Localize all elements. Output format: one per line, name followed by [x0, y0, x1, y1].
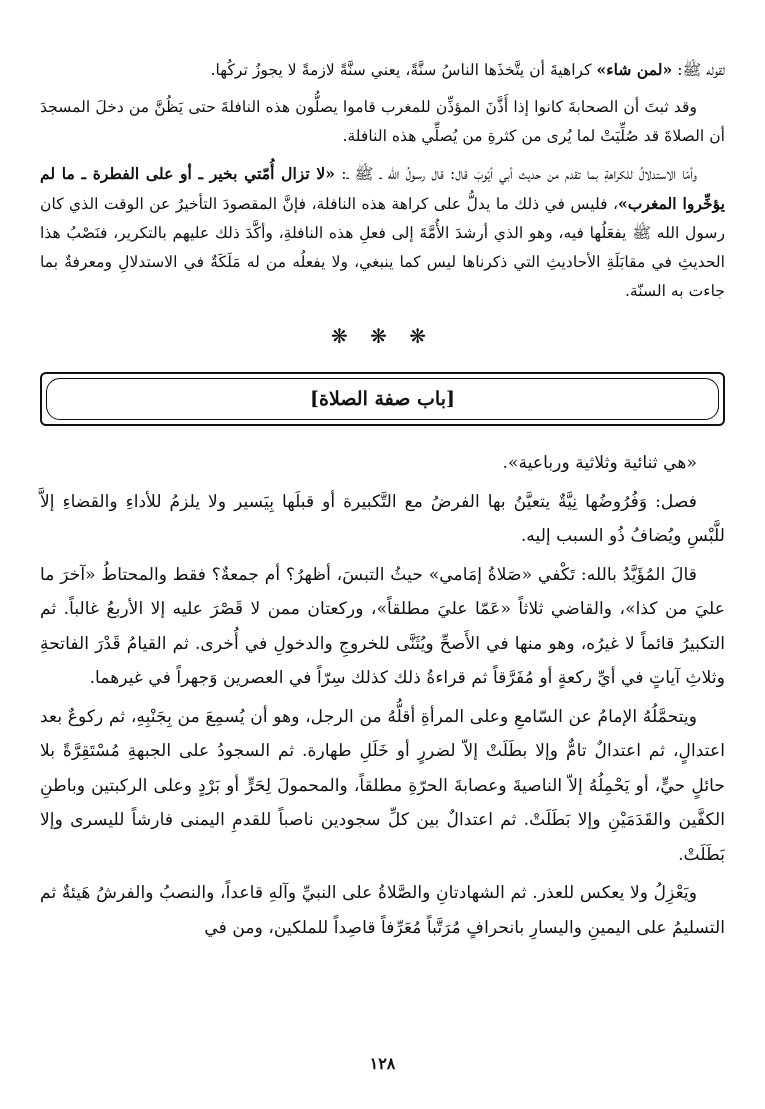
main-paragraph-3 — [40, 558, 725, 696]
text-run: وأمّا الاستدلالُ للكراهةِ بما تقدم من حديث أبي أيّوبَ قال: قال رسولُ الله ـ ﷺ ـ: — [335, 165, 697, 183]
main-paragraph-4 — [40, 700, 725, 873]
text-run: «هي ثنائية وثلاثية ورباعية». — [502, 453, 697, 473]
top-paragraph-3 — [40, 159, 725, 306]
chapter-title-frame — [40, 372, 725, 426]
hadith-quote: «لمن شاء» — [596, 60, 673, 79]
text-run: ، فليس في ذلك ما يدلُّ على كراهة هذه النافلة، فإنَّ المقصودَ التأخيرُ عن الوقت الذي كان رسول الله ﷺ يفعَلُها فيه، وهو الذي أرشدَ الأُمَّةَ إلى فعلِ هذه النافلةِ، وأكَّدَ ذلك عليهم بالتكرير، فنَصْبُ هذا الحديثِ في مقابَلَةِ الأحاديثِ التي ذكرناها ليس كما ينبغي، ولا يفعلُه من له مَلَكَةٌ في الاستدلالِ ومعرفةٌ بما جاءت به السنّة. — [40, 195, 725, 300]
text-run: فصل: وَفُرُوضُها نِيَّةٌ يتعيَّنُ بها الفرضُ مع التَّكبيرة أو قبلَها بِيَسير ولا يلزمُ للأداءِ والقضاءِ إلاَّ للَّبْسِ ويُضافُ ذُو السبب إليه. — [40, 491, 725, 546]
top-paragraph-2 — [40, 93, 725, 151]
main-paragraph-5 — [40, 876, 725, 945]
text-run: وقد ثبتَ أن الصحابةَ كانوا إذا أَذَّنَ المؤذِّن للمغرب قاموا يصلُّون هذه النافلةَ حتى يَظُنَّ من دخلَ المسجدَ أن الصلاةَ قد صُلِّيَتْ لما يُرى من كثرةِ من يُصلِّي هذه النافلة. — [40, 98, 725, 145]
text-run: ويَعْزِلُ ولا يعكس للعذر. ثم الشهادتانِ والصَّلاةُ على النبيِّ وآلهِ قاعداً، والنصبُ والفرشُ هَيئةٌ ثم التسليمُ على اليمينِ واليسارِ بانحرافٍ مُرَتَّباً مُعَرِّفاً قاصِداً للملكين، ومن في — [40, 883, 725, 938]
text-run: ويتحمَّلُهُ الإمامُ عن السّامعِ وعلى المرأةِ أقلُّهُ من الرجل، وهو أن يُسمِعَ من بِجَنْبِهِ، ثم ركوعٌ بعد اعتدالٍ، ثم اعتدالٌ تامٌّ وإلا بطَلَتْ إلاّ لضررٍ أو خَلَلِ طهارة. ثم السجودُ على الجبهةِ مُسْتَقِرَّةً بلا حائلٍ حيٍّ، أو يَحْمِلُهُ إلاّ الناصيةَ وعصابةَ الحرّةِ مطلقاً، والمحمولَ لِحَرٍّ أو بَرْدٍ وعلى الركبتين وباطنِ الكفَّين والقَدَمَيْنِ وإلا بَطَلَتْ. ثم اعتدالٌ بين كلِّ سجودين ناصباً للقدمِ اليمنى فارشاً لليسرى وإلا بَطَلَتْ. — [40, 706, 725, 865]
top-paragraph-1 — [40, 55, 725, 85]
section-separator: ❋ ❋ ❋ — [331, 324, 434, 348]
text-run: لقوله ﷺ: — [672, 61, 725, 79]
chapter-title: [باب صفة الصلاة] — [46, 378, 719, 420]
text-run: كراهيةَ أن يتَّخذَها الناسُ سنَّةً، يعني سنَّةً لازمةً لا يجوزُ تركُها. — [210, 61, 597, 79]
hadith-quote: «لا تزال أُمّتي بخير ـ أو على الفطرة ـ ما لم يؤخِّروا المغرب» — [40, 164, 725, 213]
main-paragraph-2 — [40, 485, 725, 554]
main-paragraph-1 — [40, 446, 725, 481]
page-number: ١٢٨ — [369, 1054, 396, 1073]
page-body — [40, 55, 725, 949]
text-run: قالَ المُؤَيَّدُ بالله: تَكْفي «صَلاةُ إمَامي» حيثُ التبسَ، أظهرُ؟ أم جمعةٌ؟ فقط والمحتاطُ «آخرَ ما عليَ من كذا»، والقاضي ثلاثاً «عَمّا عليَ مطلقاً»، وركعتان ممن لا قَصْرَ عليه إلا الأربعُ غالباً. ثم التكبيرُ قائماً لا غيرُه، وهو منها في الأَصحِّ ويُثَنَّى للخروجِ والدخولِ في أُخرى. ثم القيامُ قَدْرَ الفاتحةِ وثلاثِ آياتٍ في أيِّ ركعةٍ أو مُفَرَّقاً ثم قراءةُ ذلك كذلك سِرّاً في العصرين وَجهراً في غيرهما. — [40, 564, 725, 688]
